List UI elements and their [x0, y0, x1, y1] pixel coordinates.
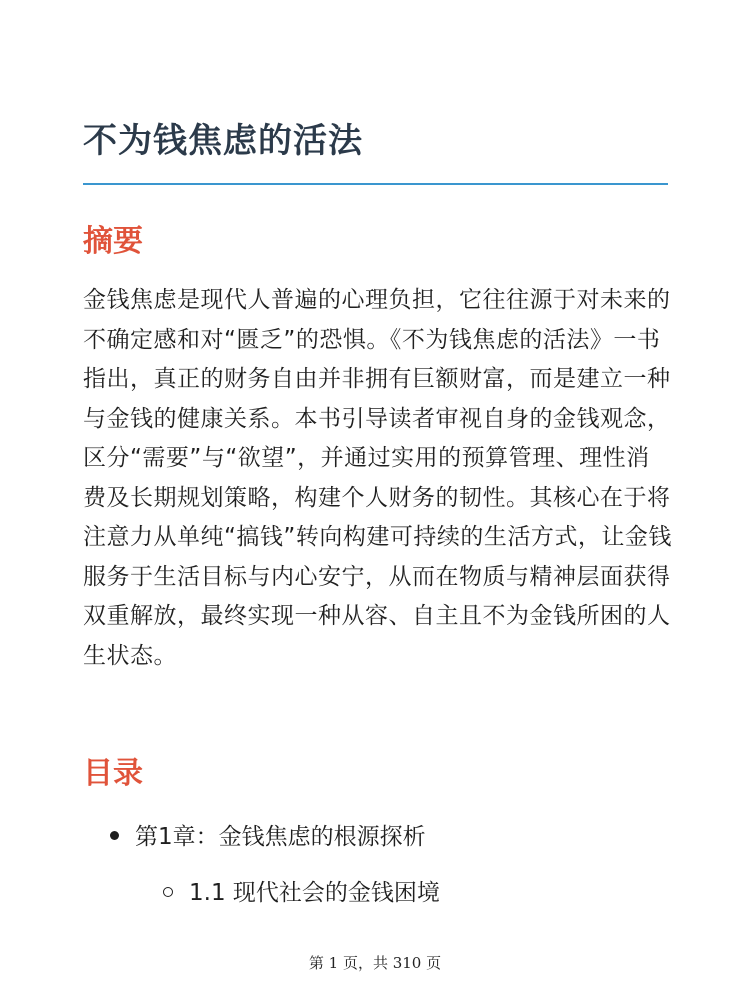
- toc-item-chapter-1: [110, 820, 426, 854]
- toc-item-label: 1.1 现代社会的金钱困境: [189, 880, 440, 906]
- disc-bullet-icon: [110, 831, 119, 840]
- circle-bullet-icon: [163, 887, 173, 897]
- toc-item-section-1-1: [163, 876, 440, 910]
- abstract-body: 金钱焦虑是现代人普遍的心理负担，它往往源于对未来的不确定感和对“匮乏”的恐惧。《不为钱焦虑的活法》一书指出，真正的财务自由并非拥有巨额财富，而是建立一种与金钱的健康关系。本书引导读者审视自身的金钱观念，区分“需要”与“欲望”，并通过实用的预算管理、理性消费及长期规划策略，构建个人财务的韧性。其核心在于将注意力从单纯“搞钱”转向构建可持续的生活方式，让金钱服务于生活目标与内心安宁，从而在物质与精神层面获得双重解放，最终实现一种从容、自主且不为金钱所困的人生状态。: [83, 287, 672, 669]
- title-divider: [83, 183, 668, 185]
- abstract-heading: 摘要: [83, 224, 143, 259]
- document-title: 不为钱焦虑的活法: [83, 121, 363, 161]
- toc-heading: 目录: [83, 756, 143, 791]
- page-number-footer: 第 1 页，共 310 页: [308, 954, 442, 972]
- toc-item-label: 第1章：金钱焦虑的根源探析: [135, 824, 426, 850]
